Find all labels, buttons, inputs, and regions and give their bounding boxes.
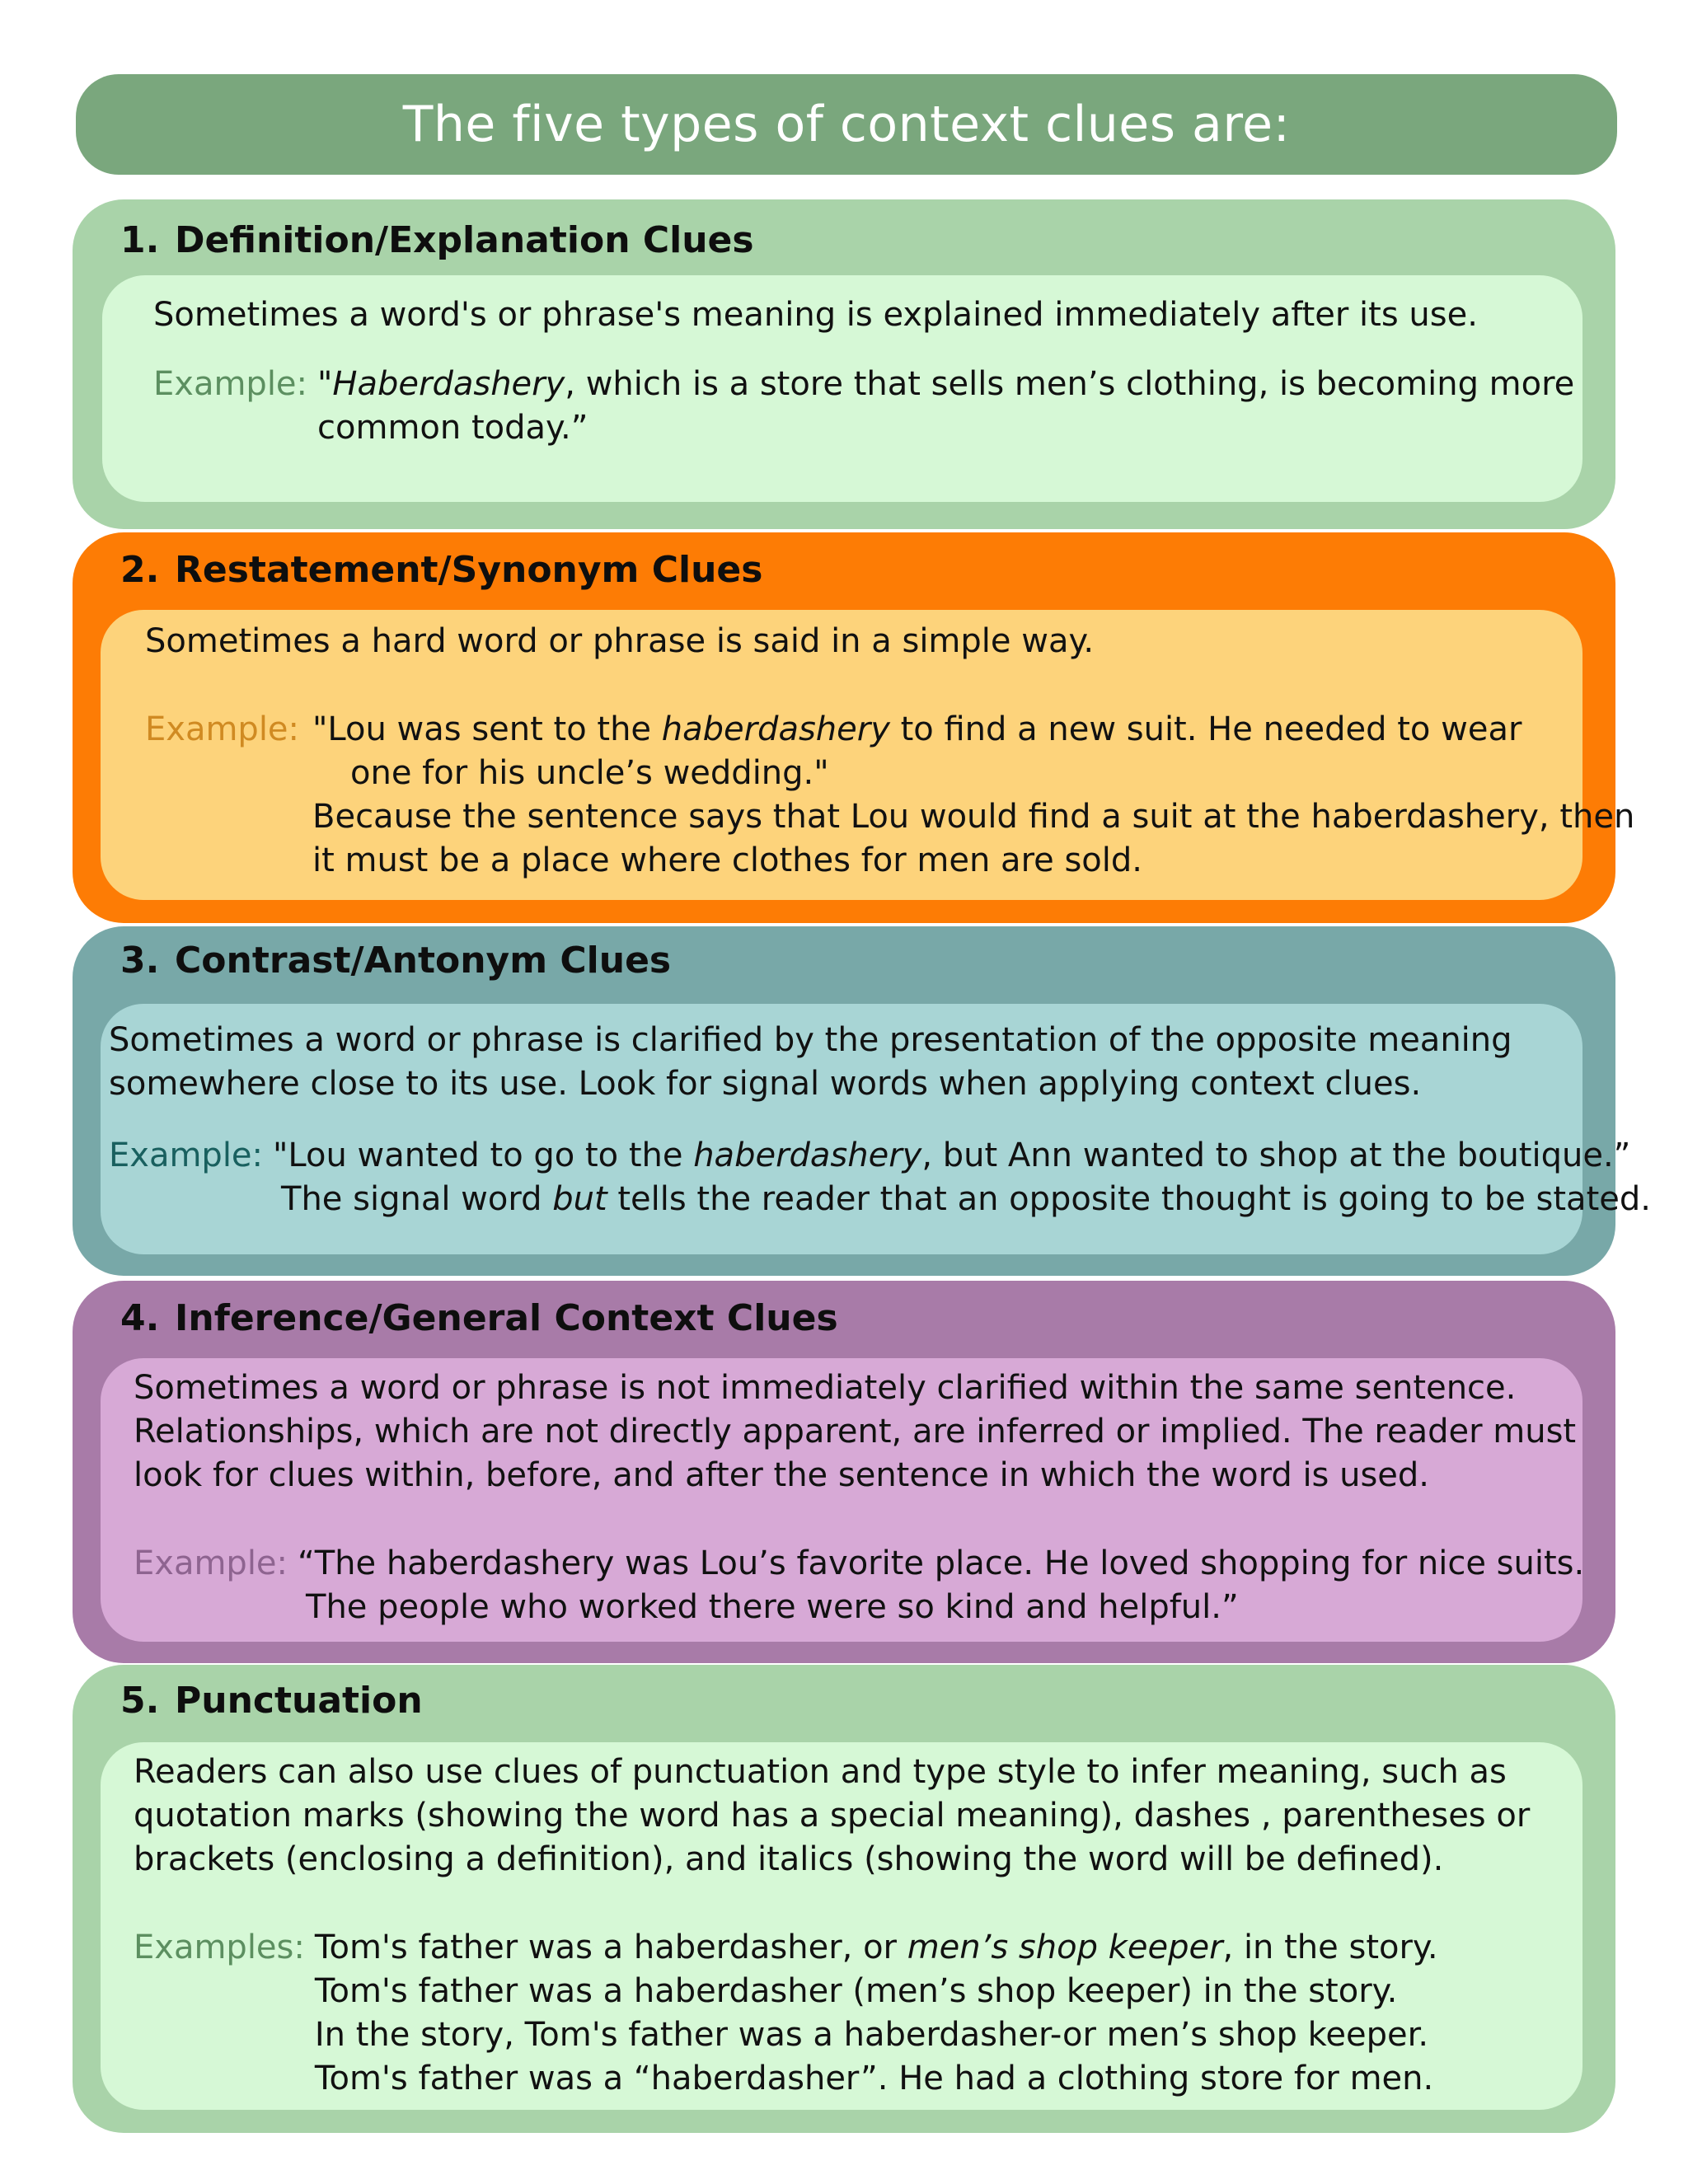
section-heading xyxy=(120,549,763,591)
example-line xyxy=(312,708,1634,752)
description-line: Sometimes a word's or phrase's meaning is explained immediately after its use. xyxy=(153,296,1478,334)
section-body xyxy=(102,275,1582,502)
example-text-part: tells the reader that an opposite thought is going to be stated. xyxy=(607,1180,1651,1218)
section-body xyxy=(101,1358,1585,1642)
example-text-part: common today.” xyxy=(317,409,588,447)
section-number: 1. xyxy=(120,219,160,261)
section-number: 4. xyxy=(120,1297,160,1339)
section-title: Restatement/Synonym Clues xyxy=(175,549,763,591)
example-italic-term: haberdashery xyxy=(661,710,890,748)
example-label: Example: xyxy=(145,710,300,748)
example-text xyxy=(273,1134,1651,1221)
example-line xyxy=(315,1970,1438,2013)
example-italic-term: men’s shop keeper xyxy=(907,1929,1223,1966)
example-line xyxy=(273,1134,1651,1178)
section-heading xyxy=(120,219,754,261)
section-heading xyxy=(120,940,672,982)
description-line: Readers can also use clues of punctuation and type style to infer meaning, such as xyxy=(134,1753,1507,1791)
example-label: Example: xyxy=(134,1544,288,1582)
example-text-part: Tom's father was a “haberdasher”. He had a clothing store for men. xyxy=(314,2060,1434,2097)
example-text-part: In the story, Tom's father was a haberdasher-or men’s shop keeper. xyxy=(314,2016,1429,2054)
example-text-part: , but Ann wanted to shop at the boutique.” xyxy=(921,1137,1631,1174)
example-line xyxy=(315,2013,1438,2057)
example-text-part: “The haberdashery was Lou’s favorite place. He loved shopping for nice suits. xyxy=(298,1544,1585,1582)
example-line xyxy=(298,1586,1584,1629)
example-text-part: Because the sentence says that Lou would find a suit at the haberdashery, then xyxy=(312,798,1635,836)
description-line: Sometimes a word or phrase is not immediately clarified within the same sentence. xyxy=(134,1369,1517,1407)
example-text-part: to find a new suit. He needed to wear xyxy=(889,710,1522,748)
section-number: 3. xyxy=(120,940,160,982)
example-line xyxy=(317,406,1574,450)
example-line xyxy=(312,752,1634,795)
section-body xyxy=(101,1742,1582,2110)
example-block xyxy=(134,1542,1585,1629)
example-text xyxy=(298,1542,1584,1629)
example-italic-term: Haberdashery xyxy=(332,365,565,403)
section-title: Inference/General Context Clues xyxy=(175,1297,838,1339)
example-text-part: " xyxy=(317,365,333,403)
description-line: Relationships, which are not directly apparent, are inferred or implied. The reader must xyxy=(134,1413,1577,1451)
example-text-part: Tom's father was a haberdasher (men’s shop keeper) in the story. xyxy=(314,1972,1398,2010)
example-text-part: The signal word xyxy=(281,1180,553,1218)
example-text-part: Tom's father was a haberdasher, or xyxy=(314,1929,907,1966)
example-block xyxy=(153,363,1582,450)
example-block xyxy=(134,1926,1582,2101)
section-inference-general-context xyxy=(73,1281,1615,1663)
example-block xyxy=(145,708,1635,883)
section-body xyxy=(101,610,1635,900)
example-text-part: , which is a store that sells men’s clothing, is becoming more xyxy=(565,365,1575,403)
example-label: Example: xyxy=(109,1137,264,1174)
section-heading xyxy=(120,1297,838,1339)
description-line: Sometimes a word or phrase is clarified by the presentation of the opposite meaning xyxy=(109,1021,1512,1059)
section-contrast-antonym xyxy=(73,926,1651,1276)
section-restatement-synonym xyxy=(73,532,1635,923)
section-body xyxy=(101,1004,1651,1254)
example-text-part: it must be a place where clothes for men are sold. xyxy=(312,841,1142,879)
example-line xyxy=(315,1926,1438,1970)
example-block xyxy=(109,1134,1651,1221)
example-line xyxy=(317,363,1574,406)
example-text xyxy=(312,708,1634,883)
description-line: Sometimes a hard word or phrase is said in a simple way. xyxy=(145,622,1095,660)
description-line: quotation marks (showing the word has a special meaning), dashes , parentheses or xyxy=(134,1797,1531,1835)
example-italic-term: haberdashery xyxy=(693,1137,922,1174)
example-text-part: "Lou was sent to the xyxy=(312,710,662,748)
section-definition-explanation xyxy=(73,199,1615,529)
title-banner xyxy=(76,74,1617,175)
section-punctuation xyxy=(73,1665,1615,2133)
section-title: Punctuation xyxy=(175,1680,423,1722)
page-title: The five types of context clues are: xyxy=(402,96,1291,153)
description-line: brackets (enclosing a definition), and italics (showing the word will be defined). xyxy=(134,1840,1444,1878)
explanation-line xyxy=(312,839,1634,883)
example-label: Example: xyxy=(153,365,308,403)
example-text-part: The people who worked there were so kind and helpful.” xyxy=(306,1588,1239,1626)
description-line: somewhere close to its use. Look for signal words when applying context clues. xyxy=(109,1065,1422,1103)
example-text-part: , in the story. xyxy=(1222,1929,1438,1966)
explanation-line xyxy=(312,795,1634,839)
example-text xyxy=(317,363,1574,450)
section-number: 2. xyxy=(120,549,160,591)
example-text-part: "Lou wanted to go to the xyxy=(273,1137,694,1174)
section-heading xyxy=(120,1680,423,1722)
section-number: 5. xyxy=(120,1680,160,1722)
section-title: Contrast/Antonym Clues xyxy=(175,940,672,982)
description-line: look for clues within, before, and after the sentence in which the word is used. xyxy=(134,1456,1430,1494)
example-line xyxy=(315,2057,1438,2101)
example-label: Examples: xyxy=(134,1929,305,1966)
signal-word: but xyxy=(552,1180,607,1218)
example-line xyxy=(298,1542,1584,1586)
example-text xyxy=(315,1926,1438,2101)
example-text-part: one for his uncle’s wedding." xyxy=(350,754,829,792)
explanation-line xyxy=(273,1178,1651,1221)
section-title: Definition/Explanation Clues xyxy=(175,219,754,261)
